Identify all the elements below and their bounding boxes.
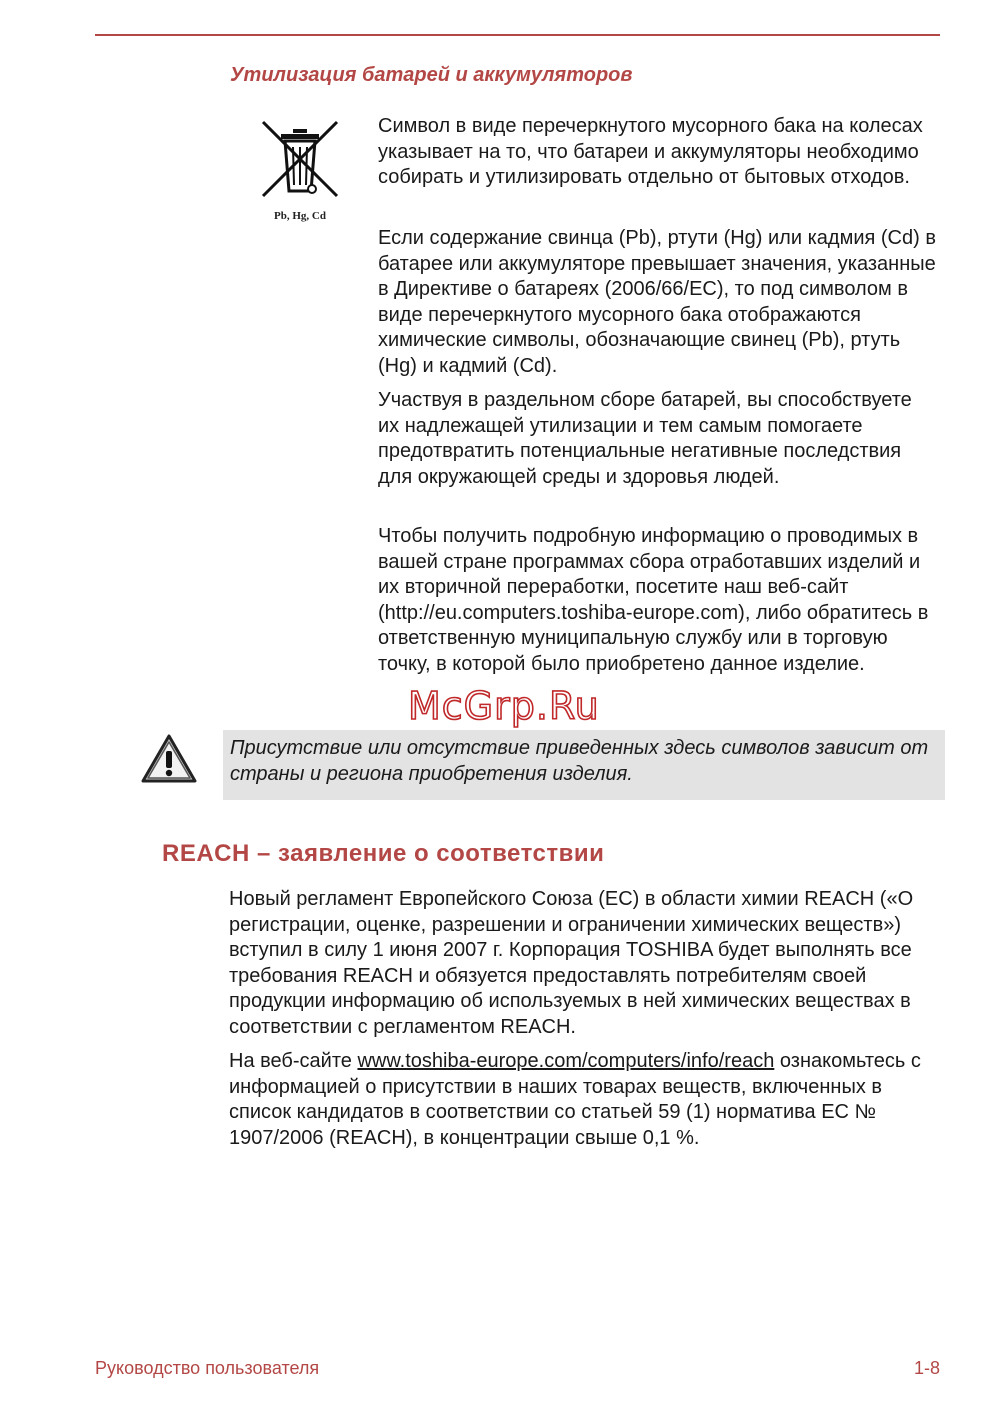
- header-rule: [95, 34, 940, 36]
- battery-paragraph-1: Символ в виде перечеркнутого мусорного бака на колесах указывает на то, что батареи и аккумуляторы необходимо собирать и утилизировать отдельно от бытовых отходов.: [378, 115, 923, 188]
- reach-section-title: REACH – заявление о соответствии: [162, 840, 605, 867]
- bin-symbol-caption: Pb, Hg, Cd: [274, 210, 326, 222]
- reach-paragraph-1: Новый регламент Европейского Союза (ЕС) в области химии REACH («О регистрации, оценке, разрешении и ограничении химических веществ») вступил в силу 1 июня 2007 г. Корпорация TOSHIBA будет выполнять все требования REACH и обязуется предоставлять потребителям своей продукции информацию об используемых в ней химических веществах в соответствии с регламентом REACH.: [229, 888, 914, 1038]
- reach-paragraph-2-prefix: На веб-сайте: [229, 1050, 358, 1072]
- battery-paragraph-2: Если содержание свинца (Pb), ртути (Hg) или кадмия (Cd) в батарее или аккумуляторе превышает значения, указанные в Директиве о батареях (2006/66/EC), то под символом в виде перечеркнутого мусорного бака отображаются химические символы, обозначающие свинец (Pb), ртуть (Hg) и кадмий (Cd).: [378, 227, 936, 377]
- battery-paragraph-4: Чтобы получить подробную информацию о проводимых в вашей стране программах сбора отработавших изделий и их вторичной переработки, посетите наш веб-сайт (http://eu.computers.toshiba-europe.com), либо обратитесь в ответственную муниципальную службу или в торговую точку, в которой было приобретено данное изделие.: [378, 525, 929, 675]
- watermark: McGrp.Ru: [408, 684, 600, 728]
- reach-link[interactable]: www.toshiba-europe.com/computers/info/reach: [357, 1050, 775, 1072]
- footer-page-number: 1-8: [913, 1358, 940, 1378]
- battery-paragraph-3: Участвуя в раздельном сборе батарей, вы способствуете их надлежащей утилизации и тем самым помогаете предотвратить потенциальные негативные последствия для окружающей среды и здоровья людей.: [378, 389, 912, 488]
- note-text: Присутствие или отсутствие приведенных здесь символов зависит от страны и региона приобретения изделия.: [230, 737, 929, 785]
- warning-triangle-icon: [140, 733, 198, 785]
- reach-paragraph-2-suffix: ознакомьтесь с информацией о присутствии в наших товарах веществ, включенных в список кандидатов в соответствии со статьей 59 (1) норматива ЕС № 1907/2006 (REACH), в концентрации свыше 0,1 %.: [229, 1050, 921, 1149]
- footer-manual-title: Руководство пользователя: [95, 1358, 320, 1378]
- reach-paragraph-2: [229, 1049, 944, 1151]
- battery-section-title: Утилизация батарей и аккумуляторов: [230, 64, 633, 86]
